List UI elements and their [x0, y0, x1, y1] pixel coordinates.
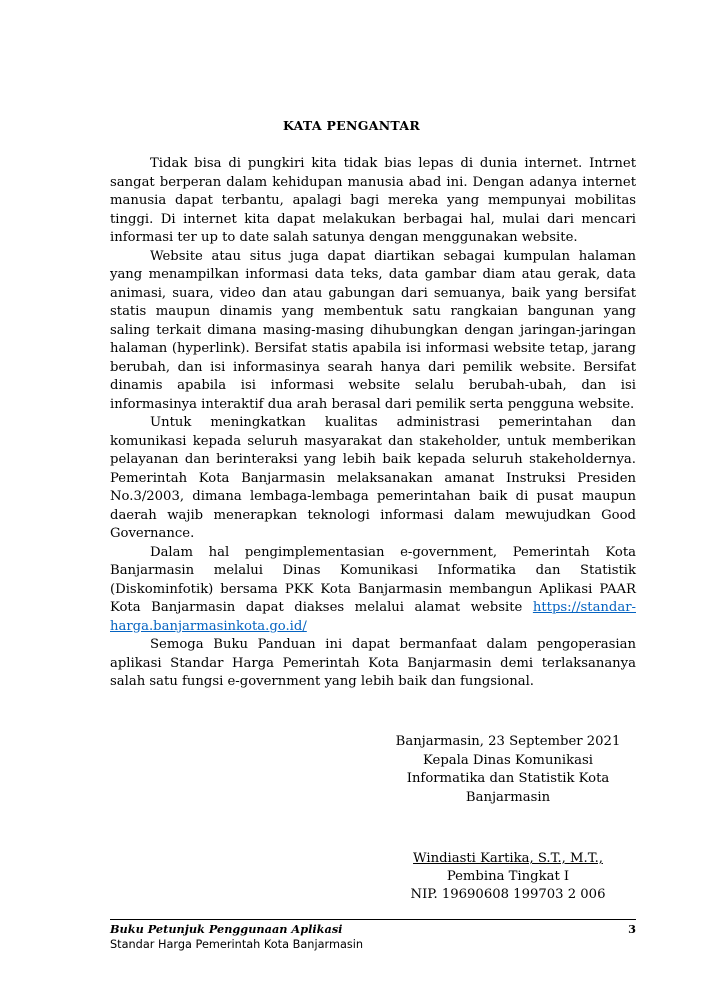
paragraph-e-government — [110, 544, 636, 637]
signatory-name: Windiasti Kartika, S.T., M.T., — [413, 851, 603, 866]
page-number: 3 — [628, 922, 636, 936]
paragraph-e-government-text: Dalam hal pengimplementasian e-government, Pemerintah Kota Banjarmasin melalui Dinas Komunikasi Informatika dan Statistik (Diskominfotik) bersama PKK Kota Banjarmasin membangun Aplikasi PAAR Kota Banjarmasin dapat diakses melalui alamat website — [110, 544, 636, 615]
paragraph-administration: Untuk meningkatkan kualitas administrasi pemerintahan dan komunikasi kepada seluruh masyarakat dan stakeholder, untuk memberikan pelayanan dan berinteraksi yang lebih baik kepada seluruh stakeholdernya. Pemerintah Kota Banjarmasin melaksanakan amanat Instruksi Presiden No.3/2003, dimana lembaga-lembaga pemerintahan baik di pusat maupun daerah wajib menerapkan teknologi informasi dalam mewujudkan Good Governance. — [110, 415, 636, 541]
paragraph-closing: Semoga Buku Panduan ini dapat bermanfaat dalam pengoperasian aplikasi Standar Harga Pemerintah Kota Banjarmasin demi terlaksananya salah satu fungsi e-government yang lebih baik dan fungsional. — [110, 637, 636, 689]
paragraph-website-definition: Website atau situs juga dapat diartikan sebagai kumpulan halaman yang menampilkan informasi data teks, data gambar diam atau gerak, data animasi, suara, video dan atau gabungan dari semuanya, baik yang bersifat statis maupun dinamis yang membentuk satu rangkaian bangunan yang saling terkait dimana masing-masing dihubungkan dengan jaringan-jaringan halaman (hyperlink). Bersifat statis apabila isi informasi website tetap, jarang berubah, dan isi informasinya searah hanya dari pemilik website. Bersifat dinamis apabila isi informasi website selalu berubah-ubah, dan isi informasinya interaktif dua arah berasal dari pemilik serta pengguna website. — [110, 248, 636, 412]
footer-subtitle: Standar Harga Pemerintah Kota Banjarmasin — [110, 938, 364, 951]
page-title: KATA PENGANTAR — [282, 118, 421, 133]
document-body — [110, 155, 636, 692]
signature-position-line-3: Banjarmasin — [465, 789, 551, 805]
signature-block — [380, 733, 636, 807]
signature-position-line-2: Informatika dan Statistik Kota — [406, 771, 610, 786]
signature-place-date: Banjarmasin, 23 September 2021 — [395, 734, 621, 749]
footer-divider — [110, 919, 636, 920]
website-link[interactable]: https://standar-harga.banjarmasinkota.go.id/ — [110, 600, 636, 634]
signatory-rank: Pembina Tingkat I — [446, 869, 570, 884]
signatory — [380, 850, 636, 904]
paragraph-intro: Tidak bisa di pungkiri kita tidak bias lepas di dunia internet. Intrnet sangat berperan dalam kehidupan manusia abad ini. Dengan adanya internet manusia dapat terbantu, apalagi bagi mereka yang mempunyai mobilitas tinggi. Di internet kita dapat melakukan berbagai hal, mulai dari mencari informasi ter up to date salah satunya dengan menggunakan website. — [110, 156, 636, 245]
signature-position-line-1: Kepala Dinas Komunikasi — [423, 752, 593, 768]
footer-title: Buku Petunjuk Penggunaan Aplikasi — [110, 922, 343, 936]
signatory-nip: NIP. 19690608 199703 2 006 — [410, 887, 606, 902]
